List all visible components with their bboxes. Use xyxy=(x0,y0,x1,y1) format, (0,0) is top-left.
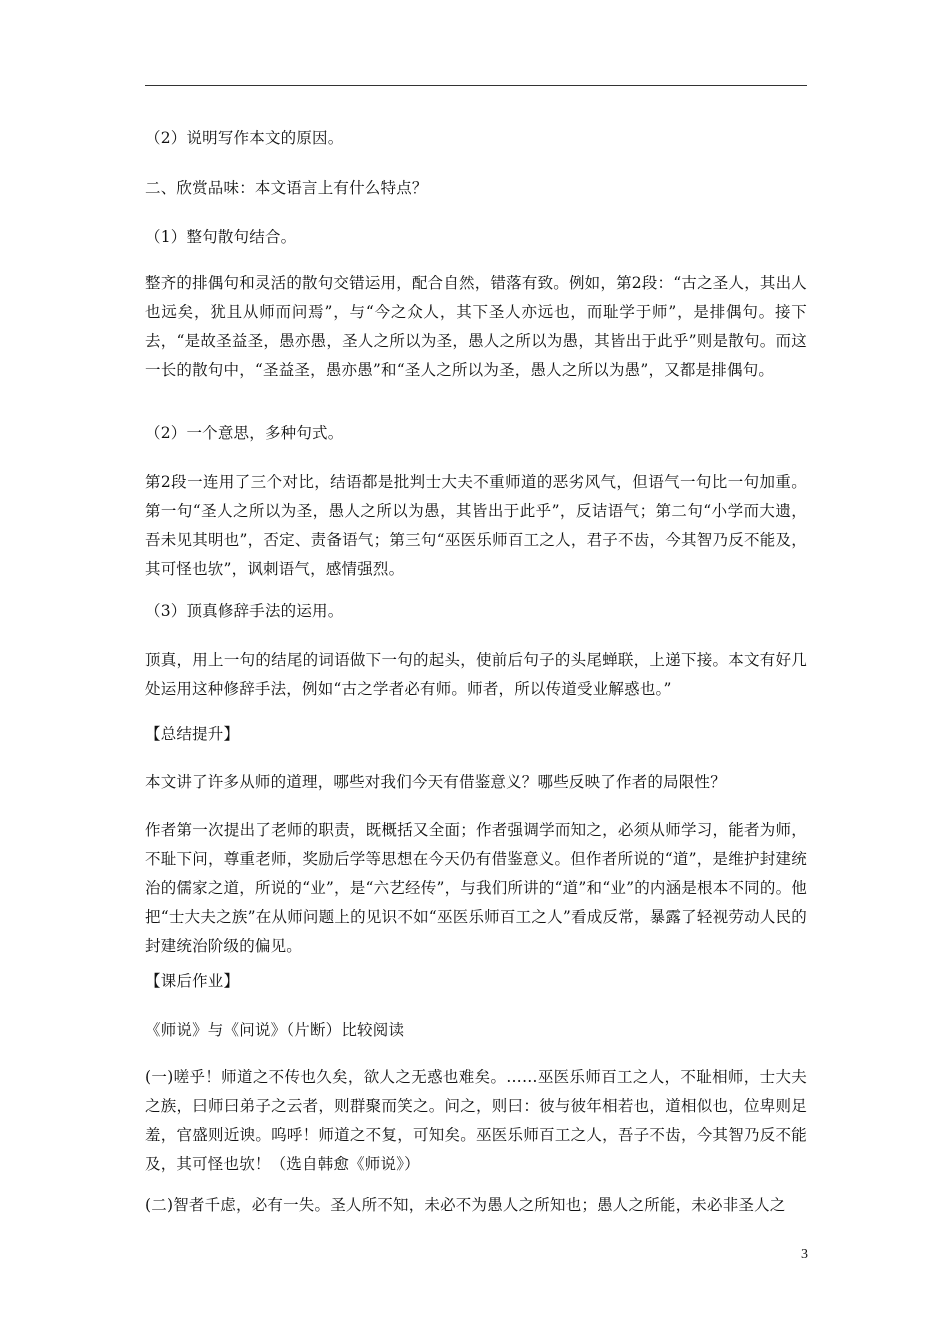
excerpt-1: (一)嗟乎！师道之不传也久矣，欲人之无惑也难矣。……巫医乐师百工之人，不耻相师，士大夫之族，曰师曰弟子之云者，则群聚而笑之。问之，则曰：彼与彼年相若也，道相似也，位卑则足羞，官盛则近谀。呜呼！师道之不复，可知矣。巫医乐师百工之人，吾子不齿，今其智乃反不能及，其可怪也欤！（选自韩愈《师说》） xyxy=(145,1068,807,1173)
point-3-body: 顶真，用上一句的结尾的词语做下一句的起头，使前后句子的头尾蝉联，上递下接。本文有好几处运用这种修辞手法，例如“古之学者必有师。师者，所以传道受业解惑也。” xyxy=(145,651,807,698)
summary-question: 本文讲了许多从师的道理，哪些对我们今天有借鉴意义？哪些反映了作者的局限性？ xyxy=(145,773,726,791)
excerpt-2: (二)智者千虑，必有一失。圣人所不知，未必不为愚人之所知也；愚人之所能，未必非圣人之 xyxy=(145,1196,786,1214)
point-2-body: 第2段一连用了三个对比，结语都是批判士大夫不重师道的恶劣风气，但语气一句比一句加重。第一句“圣人之所以为圣，愚人之所以为愚，其皆出于此乎”，反诘语气；第二句“小学而大遗，吾未见其明也”，否定、责备语气；第三句“巫医乐师百工之人，君子不齿，今其智乃反不能及，其可怪也欤”，讽刺语气，感情强烈。 xyxy=(145,473,807,578)
homework-title: 《师说》与《问说》（片断）比较阅读 xyxy=(145,1021,405,1039)
point-3-heading: （3）顶真修辞手法的运用。 xyxy=(145,602,344,620)
point-1-body: 整齐的排偶句和灵活的散句交错运用，配合自然，错落有致。例如，第2段：“古之圣人，其出人也远矣，犹且从师而问焉”，与“今之众人，其下圣人亦远也，而耻学于师”，是排偶句。接下去，“是故圣益圣，愚亦愚，圣人之所以为圣，愚人之所以为愚，其皆出于此乎”则是散句。而这一长的散句中，“圣益圣，愚亦愚”和“圣人之所以为圣，愚人之所以为愚”，又都是排偶句。 xyxy=(145,274,807,379)
page-number: 3 xyxy=(801,1247,808,1262)
header-rule xyxy=(145,85,807,86)
section-appreciation-heading: 二、欣赏品味：本文语言上有什么特点？ xyxy=(145,179,428,197)
point-1-heading: （1）整句散句结合。 xyxy=(145,228,297,246)
point-2-heading: （2）一个意思，多种句式。 xyxy=(145,424,344,442)
question-2: （2）说明写作本文的原因。 xyxy=(145,129,344,147)
homework-heading: 【课后作业】 xyxy=(145,972,240,990)
summary-heading: 【总结提升】 xyxy=(145,725,240,743)
summary-answer: 作者第一次提出了老师的职责，既概括又全面；作者强调学而知之，必须从师学习，能者为师，不耻下问，尊重老师，奖励后学等思想在今天仍有借鉴意义。但作者所说的“道”，是维护封建统治的儒家之道，所说的“业”，是“六艺经传”，与我们所讲的“道”和“业”的内涵是根本不同的。他把“士大夫之族”在从师问题上的见识不如“巫医乐师百工之人”看成反常，暴露了轻视劳动人民的封建统治阶级的偏见。 xyxy=(145,821,807,955)
